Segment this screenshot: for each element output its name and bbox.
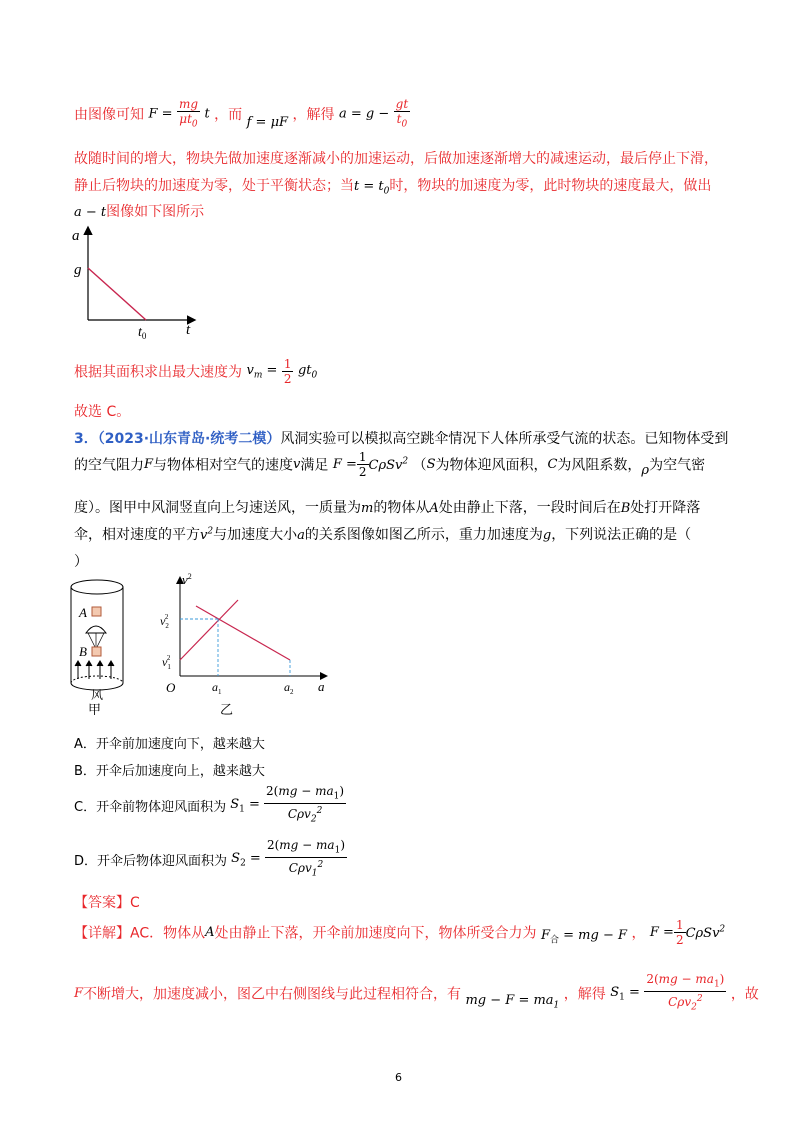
label-b: B: [79, 644, 87, 659]
label-a: A: [79, 605, 87, 620]
solution-text: 时，物块的加速度为零，此时物块的速度最大，做出: [389, 178, 712, 194]
formula-a-t: a − t: [74, 205, 107, 220]
x-axis-label: t: [186, 322, 191, 338]
solution-text: 静止后物块的加速度为零，处于平衡状态；当: [74, 178, 354, 194]
figure-v2-a-graph: [158, 570, 338, 720]
wind-label: 风: [91, 688, 104, 702]
question-text: 为风阻系数，: [557, 457, 642, 474]
object-b: [92, 647, 101, 656]
fraction-half: $\frac{1}{2}$: [283, 357, 292, 386]
question-3-line-4: 伞，相对速度的平方$v^2$与加速度大小a的关系图像如图乙所示，重力加速度为g，下列说法正确的是（: [74, 526, 692, 543]
line-after-open: [196, 606, 290, 660]
choice-line: 故选 C。: [74, 404, 131, 420]
fraction-s1: $\frac{2(mg - ma_1)}{C\rho v_2^2}$: [266, 784, 345, 825]
solution-line-1: 由图像可知 F = $\frac{mg}{\mu t_0}$ t ，而 f = μF ，解得 a = g − $\frac{gt}{t_0}$: [74, 97, 409, 130]
a-t-graph: [66, 222, 206, 342]
option-d: D．开伞后物体迎风面积为 $S_2$ = $\frac{2(mg - ma_1)}{C\rho v_1^2}$: [74, 838, 346, 879]
detail-label: 【详解】: [74, 925, 130, 942]
fraction-half: $\frac{1}{2}$: [675, 918, 684, 947]
a2-label: $a_2$: [284, 680, 294, 696]
formula-f-mu-f: f = μF: [246, 114, 289, 130]
g-label: g: [74, 262, 82, 278]
solution-line-3: [74, 175, 711, 197]
question-3-line-3: 度）。图甲中风洞竖直向上匀速送风，一质量为m的物体从A处由静止下落，一段时间后在B处打开降落: [74, 500, 701, 516]
x-axis-label: a: [318, 679, 325, 694]
a1-label: $a_1$: [212, 680, 222, 696]
fraction-mg-over-mut0: $\frac{mg}{\mu t_0}$: [178, 97, 199, 130]
answer-label: 【答案】: [74, 895, 130, 911]
detail-text: ，解得: [563, 986, 606, 1003]
solution-line-2: 故随时间的增大，物块先做加速度逐渐减小的加速运动，后做加速逐渐增大的减速运动，最后停止下滑，: [74, 151, 718, 167]
caption-yi: 乙: [220, 703, 234, 718]
solution-line-4: [74, 201, 204, 221]
fraction-gt-over-t0: $\frac{gt}{t_0}$: [395, 97, 409, 130]
line-before-open: [180, 600, 238, 660]
question-number: 3．: [74, 431, 98, 447]
question-3-line-5: ）: [74, 554, 88, 570]
question-text: （: [412, 457, 427, 474]
solution-text: ，而: [214, 107, 243, 124]
solution-text: 图像如下图所示: [106, 204, 205, 220]
a-t-line: [88, 268, 146, 320]
question-text: 度）。图甲中风洞竖直向上匀速送风，一质量为: [74, 500, 361, 516]
v2-label: $v_22$: [160, 613, 169, 630]
question-text: 伞，相对速度的平方: [74, 527, 200, 543]
option-b: B．开伞后加速度向上，越来越大: [74, 764, 265, 779]
solution-text: 由图像可知: [74, 107, 144, 124]
question-text: 处由静止下落，一段时间后在: [438, 500, 621, 516]
question-text: 处打开降落: [630, 500, 701, 516]
detail-text: AC．物体从: [130, 925, 206, 942]
caption-jia: 甲: [88, 703, 102, 715]
question-text: 满足: [300, 457, 329, 474]
option-text: D．开伞后物体迎风面积为: [74, 853, 228, 869]
question-text: 与加速度大小: [213, 527, 298, 543]
question-text: 的关系图像如图乙所示，重力加速度为: [304, 527, 543, 543]
option-a: A．开伞前加速度向下，越来越大: [74, 737, 265, 752]
figure-wind-tunnel: [62, 575, 132, 715]
origin-label: O: [166, 680, 176, 695]
option-c: C．开伞前物体迎风面积为 $S_1$ = $\frac{2(mg - ma_1)}{C\rho v_2^2}$: [74, 784, 345, 825]
detail-text: ，故: [730, 986, 759, 1003]
solution-vmax: 根据其面积求出最大速度为 $v_m$ = $\frac{1}{2}$ $gt_0$: [74, 357, 318, 386]
question-text: 为物体迎风面积，: [435, 457, 548, 474]
fraction-s1-detail: $\frac{2(mg - ma_1)}{C\rho v_2^2}$: [646, 972, 725, 1013]
question-text: 风洞实验可以模拟高空跳伞情况下人体所承受气流的状态。已知物体受到: [280, 431, 729, 447]
fraction-half: $\frac{1}{2}$: [358, 450, 367, 479]
question-3-line-1: [74, 428, 728, 448]
option-text: C．开伞前物体迎风面积为: [74, 799, 227, 815]
question-text: 的物体从: [373, 500, 430, 516]
question-text: 的空气阻力: [74, 457, 144, 474]
question-text: ，下列说法正确的是（: [551, 527, 692, 543]
formula-t-eq-t0: $t = t_0$: [354, 179, 390, 197]
solution-text: ，解得: [292, 107, 335, 124]
fraction-s2: $\frac{2(mg - ma_1)}{C\rho v_1^2}$: [266, 838, 346, 879]
answer-line: [74, 892, 140, 912]
detail-line-1: 【详解】AC．物体从A处由静止下落，开伞前加速度向下，物体所受合力为 $F_合$ = mg − F ， F = $\frac{1}{2}$ CρSv$^2$: [74, 918, 726, 947]
y-axis-label: $v^2$: [182, 572, 192, 587]
answer-value: C: [130, 895, 140, 911]
t0-label: $t_0$: [138, 325, 147, 341]
y-axis-label: a: [72, 228, 80, 244]
solution-text: 根据其面积求出最大速度为: [74, 364, 242, 381]
question-text: 为空气密: [649, 457, 706, 474]
formula-f-mg: F =: [148, 106, 173, 122]
question-source: （2023·山东青岛·统考二模）: [97, 431, 281, 447]
v1-label: $v_12$: [162, 654, 171, 671]
detail-text: 处由静止下落，开伞前加速度向下，物体所受合力为: [214, 925, 537, 942]
formula-a: a = g −: [338, 106, 390, 122]
question-text: 与物体相对空气的速度: [153, 457, 294, 474]
detail-line-2: F不断增大，加速度减小，图乙中右侧图线与此过程相符合，有 mg − $F = ma_1$ ，解得 $S_1$ = $\frac{2(mg - ma_1)}{C\rho v_2^2}$ ，故: [74, 972, 759, 1013]
question-3-line-2: 的空气阻力F与物体相对空气的速度v满足 F = $\frac{1}{2}$ CρSv$^2$ （S为物体迎风面积，C为风阻系数，ρ为空气密: [74, 450, 706, 479]
detail-text: 不断增大，加速度减小，图乙中右侧图线与此过程相符合，有: [83, 986, 462, 1003]
object-a: [92, 607, 101, 616]
parachute-icon: [86, 626, 106, 633]
page-number: 6: [395, 1071, 402, 1084]
